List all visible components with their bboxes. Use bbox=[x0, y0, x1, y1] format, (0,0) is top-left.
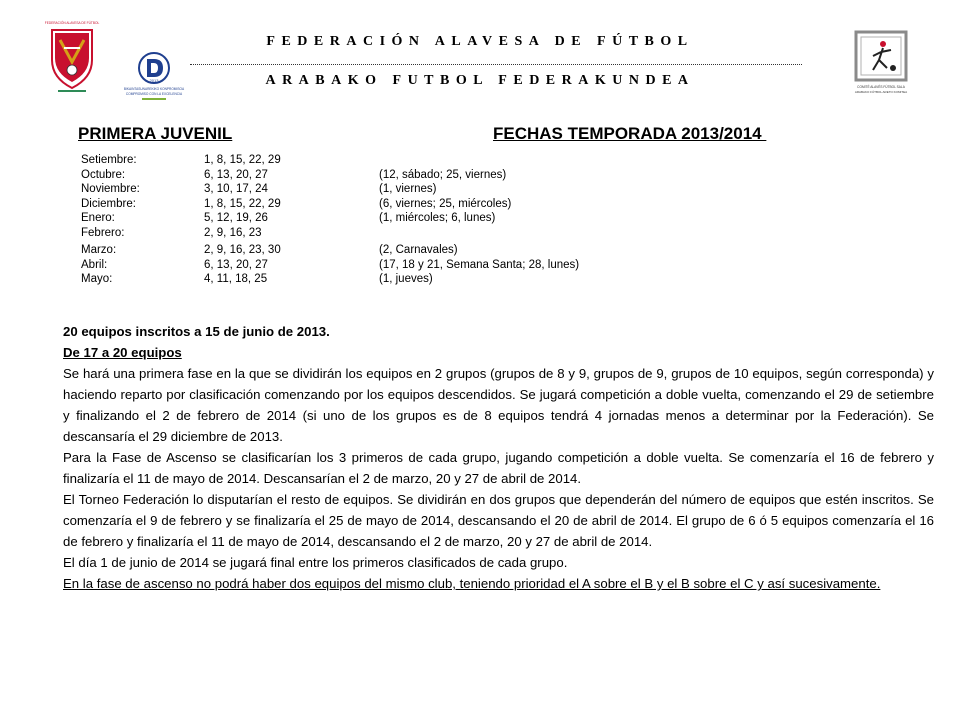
registered-teams: 20 equipos inscritos a 15 de junio de 2013. bbox=[63, 324, 330, 339]
federation-name-eu: ARABAKO FUTBOL FEDERAKUNDEA bbox=[265, 73, 695, 88]
calendar-note: (2, Carnavales) bbox=[379, 244, 458, 256]
rules-subheading: De 17 a 20 equipos bbox=[63, 345, 182, 360]
rules-subheading-wrap bbox=[63, 342, 934, 363]
promotion-phase-paragraph: Para la Fase de Ascenso se clasificarían los 3 primeros de cada grupo, jugando competición a doble vuelta. Se comenzaría el 16 de febrero y finalizaría el 11 de mayo de 2014. Descansarían el 2 de marzo, 20 y 27 de abril de 2014. bbox=[63, 450, 934, 486]
calendar-dates: 6, 13, 20, 27 bbox=[204, 168, 268, 181]
final-paragraph: El día 1 de junio de 2014 se jugará final entre los primeros clasificados de cada grupo. bbox=[63, 555, 568, 570]
calendar-dates: 1, 8, 15, 22, 29 bbox=[204, 197, 281, 210]
svg-text:COMPROMISO CON LA EXCELENCIA: COMPROMISO CON LA EXCELENCIA bbox=[125, 92, 183, 96]
calendar-dates: 6, 13, 20, 27 bbox=[204, 258, 268, 271]
calendar-note: (17, 18 y 21, Semana Santa; 28, lunes) bbox=[379, 258, 580, 271]
club-rule-paragraph: En la fase de ascenso no podrá haber dos equipos del mismo club, teniendo prioridad el A sobre el B y el B sobre el C y así sucesivamente. bbox=[63, 576, 881, 591]
category-title: PRIMERA JUVENIL bbox=[78, 124, 233, 143]
season-title: FECHAS TEMPORADA 2013/2014 bbox=[493, 124, 767, 143]
futsal-logo-text: COMITÉ ALAVÉS FÚTBOL SALA bbox=[857, 85, 905, 89]
calendar-month: Marzo: bbox=[81, 244, 117, 256]
calendar-month: Setiembre: bbox=[81, 154, 137, 166]
calendar-dates: 4, 11, 18, 25 bbox=[204, 273, 268, 285]
calendar-month: Enero: bbox=[81, 212, 115, 224]
calendar-month: Octubre: bbox=[81, 168, 126, 181]
club-rule-wrap bbox=[63, 573, 934, 594]
calendar-note: (1, miércoles; 6, lunes) bbox=[379, 212, 496, 224]
federation-logo bbox=[44, 18, 100, 94]
calendar-month: Noviembre: bbox=[81, 183, 140, 195]
header-divider bbox=[190, 64, 802, 65]
excellence-badge-logo bbox=[124, 50, 216, 104]
svg-text:ARABAKO FÚTBOL ARETO KOMITEA: ARABAKO FÚTBOL ARETO KOMITEA bbox=[854, 90, 908, 94]
calendar-month: Abril: bbox=[81, 258, 108, 271]
calendar-dates: 2, 9, 16, 23 bbox=[204, 226, 262, 239]
calendar-dates: 2, 9, 16, 23, 30 bbox=[204, 244, 281, 256]
badge-year: 2013 bbox=[149, 78, 159, 83]
calendar-month: Mayo: bbox=[81, 273, 113, 285]
federation-tournament-paragraph: El Torneo Federación lo disputarían el resto de equipos. Se dividirán en dos grupos que dependerán del número de equipos que estén inscritos. Se comenzaría el 9 de febrero y se finalizaría el 25 de mayo de 2014, descansando el 20 de abril de 2014. El grupo de 6 ó 5 equipos comenzaría el 16 de febrero y finalizaría el 11 de mayo de 2014, descansando el 2 de marzo, 20 y 27 de abril de 2014. bbox=[63, 492, 934, 549]
calendar-note: (12, sábado; 25, viernes) bbox=[379, 168, 507, 181]
calendar-dates: 5, 12, 19, 26 bbox=[204, 212, 268, 224]
calendar-month: Febrero: bbox=[81, 226, 125, 239]
calendar-month: Diciembre: bbox=[81, 197, 136, 210]
badge-text: BIKAINTASUNAREKIKO KONPROMISOA bbox=[124, 87, 185, 91]
federation-logo-text: FEDERACIÓN ALAVESA DE FÚTBOL bbox=[44, 21, 100, 25]
competition-rules bbox=[63, 321, 934, 594]
calendar-dates: 3, 10, 17, 24 bbox=[204, 183, 268, 195]
first-phase-paragraph: Se hará una primera fase en la que se dividirán los equipos en 2 grupos (grupos de 8 y 9, grupos de 9, grupos de 10 equipos, según corresponda) y haciendo reparto por clasificación comenzando por los equipos descendidos. Se jugará competición a doble vuelta, comenzando el 29 de setiembre y finalizando el 2 de febrero de 2014 (si uno de los grupos es de 8 equipos tendrá 4 jornadas menos a determinar por la Federación). Se descansaría el 29 diciembre de 2013. bbox=[63, 366, 934, 444]
calendar-note: (6, viernes; 25, miércoles) bbox=[379, 197, 512, 210]
federation-name-es: FEDERACIÓN ALAVESA DE FÚTBOL bbox=[266, 34, 694, 49]
futsal-committee-logo bbox=[853, 30, 913, 100]
calendar-note: (1, viernes) bbox=[379, 183, 437, 195]
calendar-dates: 1, 8, 15, 22, 29 bbox=[204, 154, 281, 166]
calendar-note: (1, jueves) bbox=[379, 273, 433, 285]
